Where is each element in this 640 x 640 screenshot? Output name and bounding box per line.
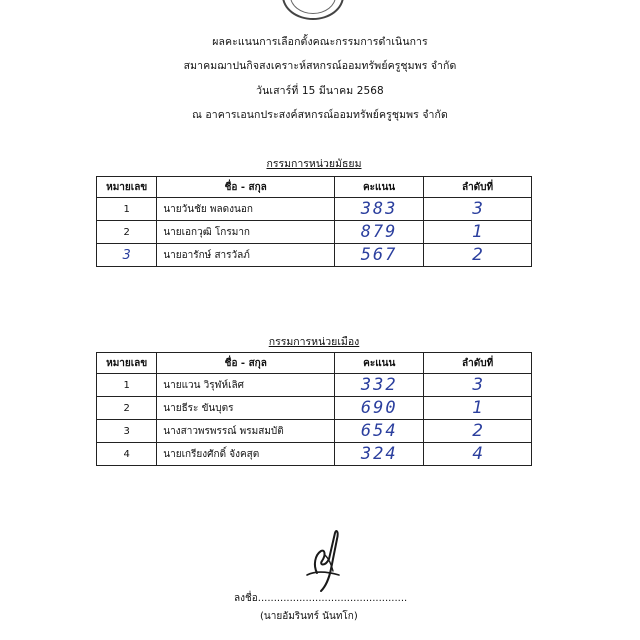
candidate-rank: 4 [472,444,484,464]
col-header-rank: ลำดับที่ [424,177,532,198]
section-title-secondary-unit: กรรมการหน่วยมัธยม [266,158,362,170]
candidate-name: นายอารักษ์ สารวัลภ์ [157,244,335,267]
candidate-score: 690 [360,398,398,418]
col-header-score: คะแนน [335,177,424,198]
signature-line: ลงชื่อ............................................... [234,593,408,604]
table-row [97,198,532,221]
signatory-name: (นายอัมรินทร์ นันทโก) [260,611,358,622]
col-header-rank: ลำดับที่ [424,353,532,374]
candidate-rank: 3 [472,199,483,219]
candidate-rank: 2 [472,245,483,265]
candidate-number: 3 [97,420,157,443]
table-header-row [97,177,532,198]
association-seal-icon [282,0,344,20]
candidate-score: 879 [360,222,398,242]
header-title: ผลคะแนนการเลือกตั้งคณะกรรมการดำเนินการ [212,36,428,48]
results-table-city-unit [96,352,532,466]
candidate-name: นายวันชัย พลดงนอก [157,198,335,221]
candidate-name: นายแวน วิรุฬห์เลิศ [157,374,335,397]
results-table-secondary-unit [96,176,532,267]
table-row [97,374,532,397]
candidate-number: 1 [97,198,157,221]
table-row [97,420,532,443]
col-header-number: หมายเลข [97,177,157,198]
candidate-name: นายธีระ ขันบุตร [157,397,335,420]
candidate-score: 567 [360,245,398,265]
candidate-name: นายเอกวุฒิ โกรมาก [157,221,335,244]
candidate-name: นายเกรียงศักดิ์ จังคสุต [157,443,335,466]
candidate-number: 1 [97,374,157,397]
candidate-score: 324 [360,444,398,464]
table-row [97,443,532,466]
col-header-number: หมายเลข [97,353,157,374]
candidate-number: 2 [97,221,157,244]
col-header-name: ชื่อ - สกุล [157,353,335,374]
header-date: วันเสาร์ที่ 15 มีนาคม 2568 [256,85,384,97]
table-row [97,221,532,244]
table-header-row [97,353,532,374]
section-title-city-unit: กรรมการหน่วยเมือง [268,336,360,348]
candidate-score: 654 [360,421,398,441]
candidate-rank: 3 [472,375,484,395]
col-header-score: คะแนน [335,353,424,374]
candidate-rank: 1 [472,398,484,418]
table-row [97,244,532,267]
candidate-number: 3 [122,247,131,263]
candidate-score: 332 [360,375,398,395]
candidate-number: 2 [97,397,157,420]
handwritten-signature [295,525,355,595]
table-row [97,397,532,420]
header-venue: ณ อาคารเอนกประสงค์สหกรณ์ออมทรัพย์ครูชุมพร จำกัด [192,109,448,121]
candidate-name: นางสาวพรพรรณ์ พรมสมบัติ [157,420,335,443]
candidate-rank: 1 [472,222,483,242]
header-organization: สมาคมฌาปนกิจสงเคราะห์สหกรณ์ออมทรัพย์ครูชุมพร จำกัด [183,60,457,72]
col-header-name: ชื่อ - สกุล [157,177,335,198]
candidate-rank: 2 [472,421,484,441]
candidate-number: 4 [97,443,157,466]
candidate-score: 383 [360,199,398,219]
